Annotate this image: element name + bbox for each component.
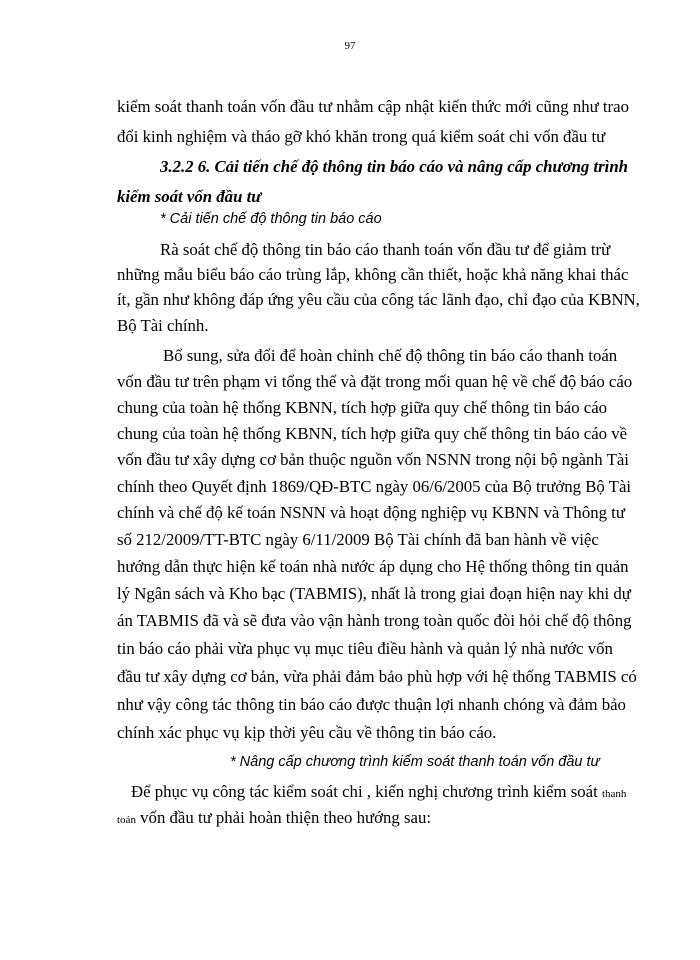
text-line: Bộ Tài chính. <box>117 316 209 335</box>
text-main: vốn đầu tư phải hoàn thiện theo hướng sau: <box>140 808 432 827</box>
text-line: vốn đầu tư xây dựng cơ bản thuộc nguồn vốn NSNN trong nội bộ ngành Tài <box>117 450 629 469</box>
text-line: lý Ngân sách và Kho bạc (TABMIS), nhất là trong giai đoạn hiện nay khi dự <box>117 584 631 603</box>
text-line: như vậy công tác thông tin báo cáo được thuận lợi nhanh chóng và đảm bảo <box>117 695 626 714</box>
heading-line: kiểm soát vốn đầu tư <box>117 187 262 206</box>
text-line: số 212/2009/TT-BTC ngày 6/11/2009 Bộ Tài chính đã ban hành về việc <box>117 530 599 549</box>
text-line: Bổ sung, sửa đổi để hoàn chỉnh chế độ thông tin báo cáo thanh toán <box>163 346 618 365</box>
text-line: vốn đầu tư trên phạm vi tổng thể và đặt trong mối quan hệ về chế độ báo cáo <box>117 372 633 391</box>
text-line: chung của toàn hệ thống KBNN, tích hợp giữa quy chế thông tin báo cáo <box>117 398 608 417</box>
subheading-program-upgrade: * Nâng cấp chương trình kiểm soát thanh toán vốn đầu tư <box>230 754 600 770</box>
heading-line: 3.2.2 6. Cải tiến chế độ thông tin báo cáo và nâng cấp chương trình <box>160 157 629 176</box>
text-line: chính và chế độ kế toán NSNN và hoạt động nghiệp vụ KBNN và Thông tư <box>117 503 625 522</box>
text-line: đầu tư xây dựng cơ bản, vừa phải đảm bảo phù hợp với hệ thống TABMIS có <box>117 667 637 686</box>
text-line: án TABMIS đã và sẽ đưa vào vận hành trong toàn quốc đòi hỏi chế độ thông <box>117 611 632 630</box>
text-line: chính theo Quyết định 1869/QĐ-BTC ngày 06/6/2005 của Bộ trưởng Bộ Tài <box>117 477 632 496</box>
subheading-report-info: * Cải tiến chế độ thông tin báo cáo <box>160 211 382 227</box>
text-line: ít, gần như không đáp ứng yêu cầu của công tác lãnh đạo, chỉ đạo của KBNN, <box>117 290 640 309</box>
text-line: những mẫu biểu báo cáo trùng lắp, không cần thiết, hoặc khả năng khai thác <box>117 265 629 284</box>
text-line: Rà soát chế độ thông tin báo cáo thanh toán vốn đầu tư để giảm trừ <box>160 240 611 259</box>
text-line <box>117 808 431 830</box>
text-main: Để phục vụ công tác kiểm soát chi , kiến nghị chương trình kiểm soát <box>131 782 598 801</box>
text-line: chính xác phục vụ kịp thời yêu cầu về thông tin báo cáo. <box>117 723 497 742</box>
text-line: đổi kinh nghiệm và tháo gỡ khó khăn trong quá kiểm soát chi vốn đầu tư <box>117 127 606 146</box>
text-small: toán <box>117 814 136 826</box>
text-line: chung của toàn hệ thống KBNN, tích hợp giữa quy chế thông tin báo cáo về <box>117 424 628 443</box>
text-small: thanh <box>601 788 627 800</box>
page-number: 97 <box>344 40 356 52</box>
text-line <box>131 782 626 804</box>
text-line: hướng dẫn thực hiện kế toán nhà nước áp dụng cho Hệ thống thông tin quản <box>117 557 629 576</box>
text-line: kiểm soát thanh toán vốn đầu tư nhằm cập nhật kiến thức mới cũng như trao <box>117 97 629 116</box>
text-line: tin báo cáo phải vừa phục vụ mục tiêu điều hành và quản lý nhà nước vốn <box>117 639 613 658</box>
